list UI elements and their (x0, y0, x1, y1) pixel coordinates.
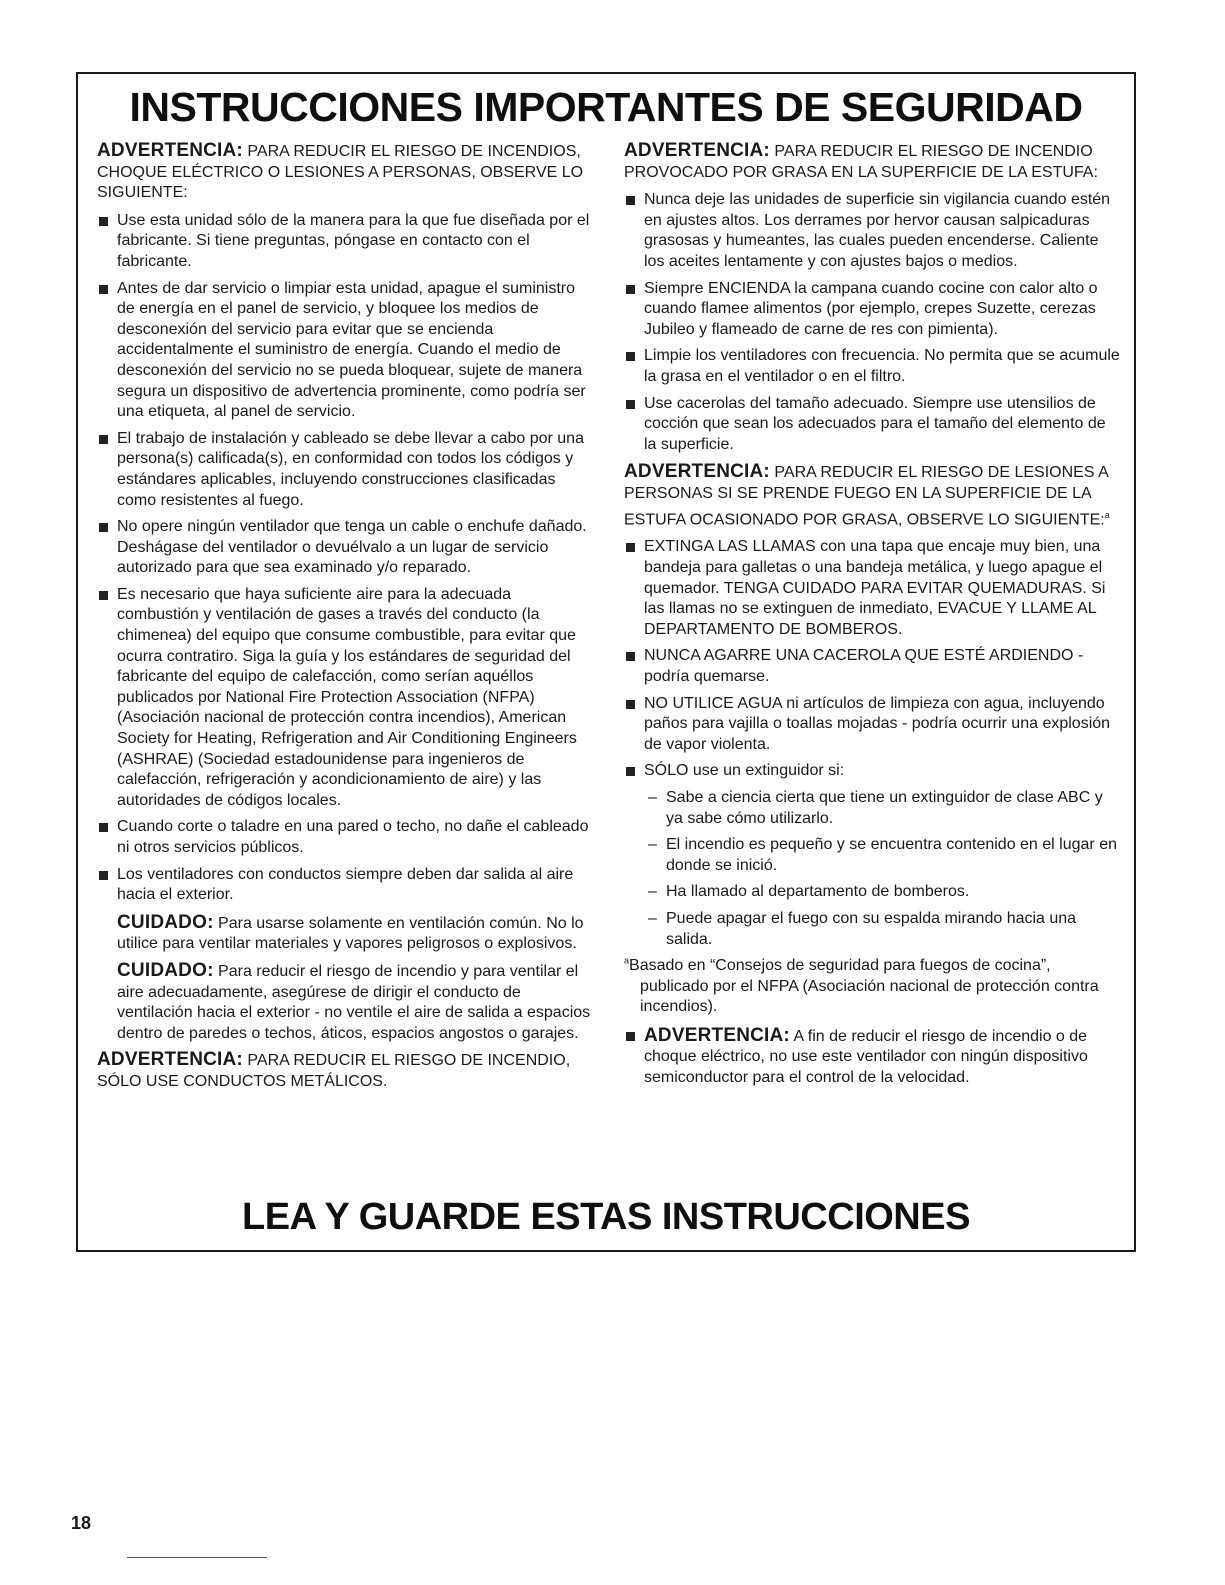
warning-text: PARA REDUCIR EL RIESGO DE INCENDIO, SÓLO USE CONDUCTOS METÁLICOS. (97, 1052, 571, 1090)
warning-label: ADVERTENCIA: (97, 140, 243, 161)
bottom-rule (127, 1557, 267, 1558)
footnote (624, 956, 1122, 1018)
warning-metal-ducts (97, 1050, 597, 1092)
footnote-text: Basado en “Consejos de seguridad para fuegos de cocina”, publicado por el NFPA (Asociación nacional de protección contra incendios). (629, 957, 1099, 1016)
warning-label: ADVERTENCIA: (97, 1049, 243, 1071)
speed-control-warning-list (624, 1026, 1122, 1089)
fire-response-list (624, 537, 1122, 782)
safety-instructions-box (76, 72, 1136, 1252)
caution-text: Para reducir el riesgo de incendio y para ventilar el aire adecuadamente, asegúrese de dirigir el conducto de ventilación hacia el exterior - no ventile el aire de salida a espacios dentro de paredes o techos, áticos, espacios angostos o garajes. (117, 962, 591, 1042)
caution-ventilation-use (117, 913, 597, 955)
list-item: El trabajo de instalación y cableado se debe llevar a cabo por una persona(s) calificada(s), en conformidad con todos los códigos y estándares aplicables, incluyendo construcciones clasificadas como resistentes al fuego. (97, 429, 597, 511)
warning-label: ADVERTENCIA: (644, 1024, 790, 1046)
list-item: NO UTILICE AGUA ni artículos de limpieza con agua, incluyendo paños para vajilla o toallas mojadas - podría ocurrir una explosión de vapor violenta. (624, 694, 1122, 756)
sub-list-item: – Sabe a ciencia cierta que tiene un extinguidor de clase ABC y ya sabe cómo utilizarlo. (644, 788, 1122, 829)
sub-list-item: – El incendio es pequeño y se encuentra contenido en el lugar en donde se inició. (644, 835, 1122, 876)
right-column (624, 141, 1122, 1096)
warning-text: PARA REDUCIR EL RIESGO DE INCENDIOS, CHOQUE ELÉCTRICO O LESIONES A PERSONAS, OBSERVE LO SIGUIENTE: (97, 143, 584, 202)
list-item: Siempre ENCIENDA la campana cuando cocine con calor alto o cuando flamee alimentos (por ejemplo, crepes Suzette, cerezas Jubileo y flameado de carne de res con pimienta). (624, 279, 1122, 341)
list-item: SÓLO use un extinguidor si: (624, 761, 1122, 782)
extinguisher-conditions-list (644, 788, 1122, 950)
read-and-save-banner: LEA Y GUARDE ESTAS INSTRUCCIONES (242, 1196, 970, 1238)
footnote-mark: a (1104, 509, 1110, 520)
footnote-mark: a (624, 955, 630, 966)
warning-fire-shock-injury (97, 141, 597, 204)
warning-label: ADVERTENCIA: (624, 140, 770, 161)
warning-grease-fire (624, 141, 1122, 183)
list-item: Nunca deje las unidades de superficie sin vigilancia cuando estén en ajustes altos. Los derrames por hervor causan salpicaduras grasosas y humeantes, las cuales pueden encenderse. Caliente los aceites lentamente y con ajustes bajos o medios. (624, 190, 1122, 272)
caution-label: CUIDADO: (117, 959, 214, 981)
left-safety-list (97, 211, 597, 906)
caution-text: Para usarse solamente en ventilación común. No lo utilice para ventilar materiales y vapores peligrosos o explosivos. (117, 914, 584, 953)
warning-text: A fin de reducir el riesgo de incendio o de choque eléctrico, no use este ventilador con ningún dispositivo semiconductor para el control de la velocidad. (644, 1027, 1088, 1087)
caution-label: CUIDADO: (117, 911, 214, 933)
grease-fire-list (624, 190, 1122, 455)
sub-list-item: – Ha llamado al departamento de bomberos. (644, 882, 1122, 903)
caution-exhaust-outside (117, 961, 597, 1044)
warning-label: ADVERTENCIA: (624, 461, 770, 483)
list-item: Es necesario que haya suficiente aire para la adecuada combustión y ventilación de gases a través del conducto (la chimenea) del equipo que consume combustible, para evitar que ocurra contratiro. Siga la guía y los estándares de seguridad del fabricante del equipo de calefacción, como serían aquéllos publicados por National Fire Protection Association (NFPA) (Asociación nacional de protección contra incendios), American Society for Heating, Refrigeration and Air Conditioning Engineers (ASHRAE) (Sociedad estadounidense para ingenieros de calefacción, refrigeración y acondicionamiento de aire) y las autoridades de códigos locales. (97, 585, 597, 812)
list-item: Limpie los ventiladores con frecuencia. No permita que se acumule la grasa en el ventilador o en el filtro. (624, 346, 1122, 387)
sub-list-item: – Puede apagar el fuego con su espalda mirando hacia una salida. (644, 909, 1122, 950)
list-item: NUNCA AGARRE UNA CACEROLA QUE ESTÉ ARDIENDO - podría quemarse. (624, 646, 1122, 687)
warning-speed-control (624, 1026, 1122, 1089)
warning-text: PARA REDUCIR EL RIESGO DE INCENDIO PROVOCADO POR GRASA EN LA SUPERFICIE DE LA ESTUFA: (624, 143, 1098, 181)
warning-text: PARA REDUCIR EL RIESGO DE LESIONES A PERSONAS SI SE PRENDE FUEGO EN LA SUPERFICIE DE LA ESTUFA OCASIONADO POR GRASA, OBSERVE LO SIGUIENTE: (624, 464, 1108, 528)
page-title: INSTRUCCIONES IMPORTANTES DE SEGURIDAD (129, 84, 1083, 130)
list-item: Los ventiladores con conductos siempre deben dar salida al aire hacia el exterior. (97, 865, 597, 906)
left-column (97, 141, 597, 1100)
warning-injury-grease-fire (624, 462, 1122, 530)
page-number: 18 (71, 1513, 92, 1533)
list-item: No opere ningún ventilador que tenga un cable o enchufe dañado. Deshágase del ventilador o devuélvalo a un lugar de servicio autorizado para que sea examinado y/o reparado. (97, 517, 597, 579)
list-item: EXTINGA LAS LLAMAS con una tapa que encaje muy bien, una bandeja para galletas o una bandeja metálica, y luego apague el quemador. TENGA CUIDADO PARA EVITAR QUEMADURAS. Si las llamas no se extinguen de inmediato, EVACUE Y LLAME AL DEPARTAMENTO DE BOMBEROS. (624, 537, 1122, 640)
list-item: Use esta unidad sólo de la manera para la que fue diseñada por el fabricante. Si tiene preguntas, póngase en contacto con el fabricante. (97, 211, 597, 273)
list-item: Cuando corte o taladre en una pared o techo, no dañe el cableado ni otros servicios públicos. (97, 817, 597, 858)
list-item: Antes de dar servicio o limpiar esta unidad, apague el suministro de energía en el panel de servicio, y bloquee los medios de desconexión del servicio para evitar que se encienda accidentalmente el suministro de energía. Cuando el medio de desconexión del servicio no se pueda bloquear, sujete de manera segura un dispositivo de advertencia prominente, como podría ser una etiqueta, al panel de servicio. (97, 279, 597, 423)
list-item: Use cacerolas del tamaño adecuado. Siempre use utensilios de cocción que sean los adecuados para el tamaño del elemento de la superficie. (624, 394, 1122, 456)
